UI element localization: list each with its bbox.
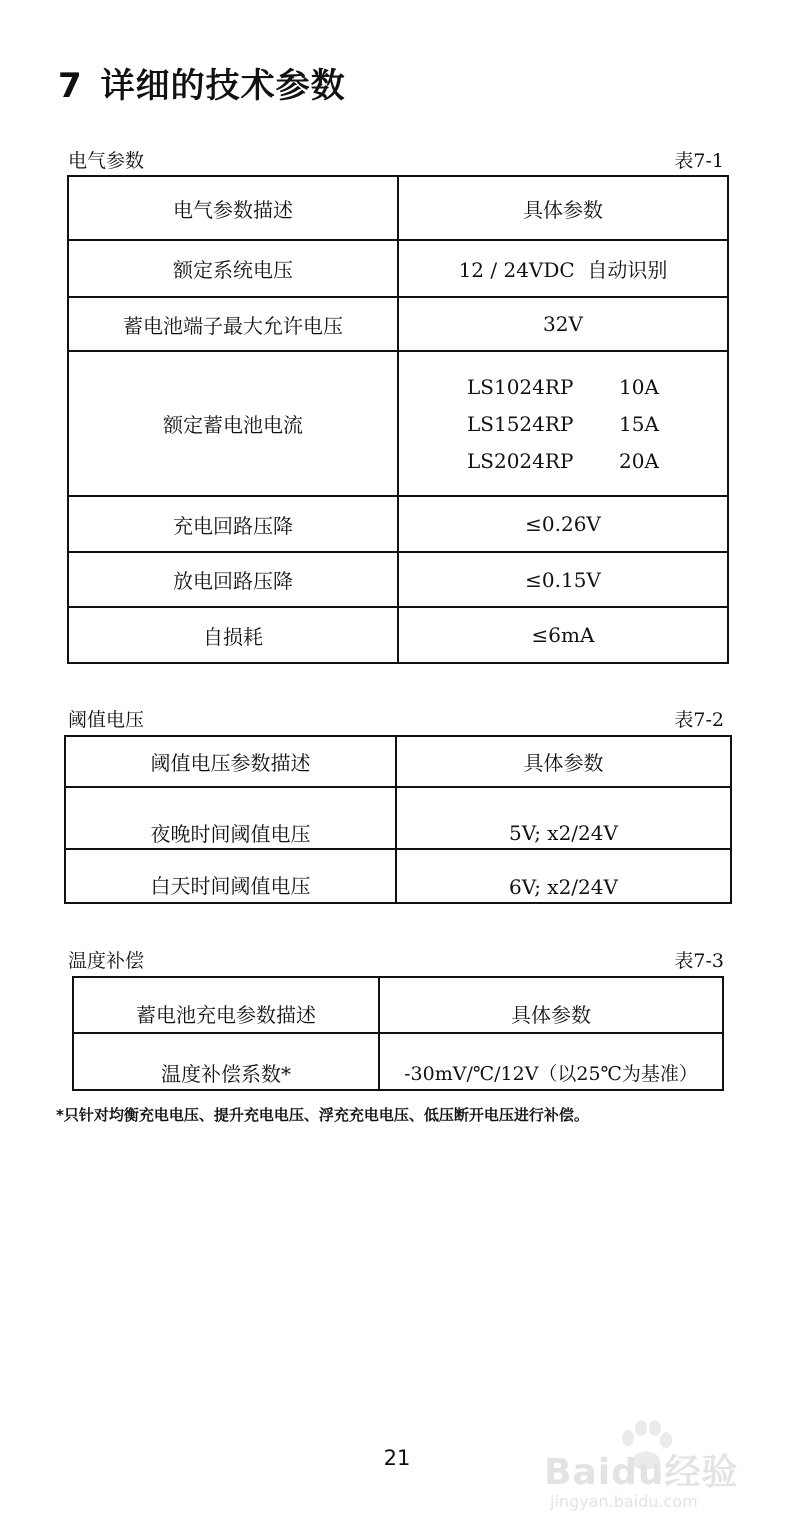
table-row [68, 240, 728, 297]
param-value: ≤0.26V [398, 496, 728, 552]
param-name: 额定系统电压 [68, 240, 398, 297]
table-header-row [73, 977, 723, 1033]
watermark-url: jingyan.baidu.com [550, 1492, 698, 1511]
table-header-row [65, 736, 731, 787]
section-number: 7 [58, 66, 83, 106]
section-title: 详细的技术参数 [100, 66, 346, 106]
header-cell: 具体参数 [398, 176, 728, 240]
header-cell: 具体参数 [396, 736, 731, 787]
param-name: 充电回路压降 [68, 496, 398, 552]
table-temperature-compensation [72, 976, 724, 1091]
table-electrical-params [67, 175, 729, 664]
model-current: 20A [619, 448, 659, 473]
table2-caption: 阈值电压 [68, 709, 145, 731]
param-value: -30mV/℃/12V（以25℃为基准） [379, 1033, 723, 1090]
model-line [399, 405, 727, 442]
table-row [73, 1033, 723, 1090]
table3-caption: 温度补偿 [68, 950, 145, 972]
param-value: 12 / 24VDC 自动识别 [398, 240, 728, 297]
param-value: 32V [398, 297, 728, 351]
param-value: ≤0.15V [398, 552, 728, 607]
param-name: 白天时间阈值电压 [65, 849, 396, 903]
model-line [399, 368, 727, 405]
table1-caption: 电气参数 [68, 150, 145, 172]
model-name: LS1524RP [467, 411, 574, 436]
table-row [68, 607, 728, 663]
page-number: 21 [383, 1446, 411, 1470]
header-cell: 电气参数描述 [68, 176, 398, 240]
table-row [68, 496, 728, 552]
table1-label: 表7-1 [674, 150, 724, 172]
param-name: 温度补偿系数* [73, 1033, 379, 1090]
model-line [399, 442, 727, 479]
table-row [65, 787, 731, 849]
param-name: 额定蓄电池电流 [68, 351, 398, 496]
model-current: 10A [619, 374, 659, 399]
model-name: LS2024RP [467, 448, 574, 473]
param-name: 自损耗 [68, 607, 398, 663]
page-title [58, 58, 346, 107]
model-current: 15A [619, 411, 659, 436]
table-header-row [68, 176, 728, 240]
footnote: *只针对均衡充电电压、提升充电电压、浮充充电电压、低压断开电压进行补偿。 [56, 1106, 589, 1124]
table-row [68, 552, 728, 607]
model-name: LS1024RP [467, 374, 574, 399]
table2-label: 表7-2 [674, 709, 724, 731]
table-threshold-voltage [64, 735, 732, 904]
header-cell: 具体参数 [379, 977, 723, 1033]
table-row [65, 849, 731, 903]
table-row [68, 351, 728, 496]
watermark [544, 1418, 744, 1518]
param-name: 蓄电池端子最大允许电压 [68, 297, 398, 351]
table-row [68, 297, 728, 351]
watermark-brand: Baidu经验 [544, 1452, 739, 1493]
param-name: 夜晚时间阈值电压 [65, 787, 396, 849]
param-name: 放电回路压降 [68, 552, 398, 607]
param-value: 6V; x2/24V [396, 849, 731, 903]
param-value: ≤6mA [398, 607, 728, 663]
table3-label: 表7-3 [674, 950, 724, 972]
header-cell: 阈值电压参数描述 [65, 736, 396, 787]
header-cell: 蓄电池充电参数描述 [73, 977, 379, 1033]
param-value: 5V; x2/24V [396, 787, 731, 849]
param-value-models [398, 351, 728, 496]
